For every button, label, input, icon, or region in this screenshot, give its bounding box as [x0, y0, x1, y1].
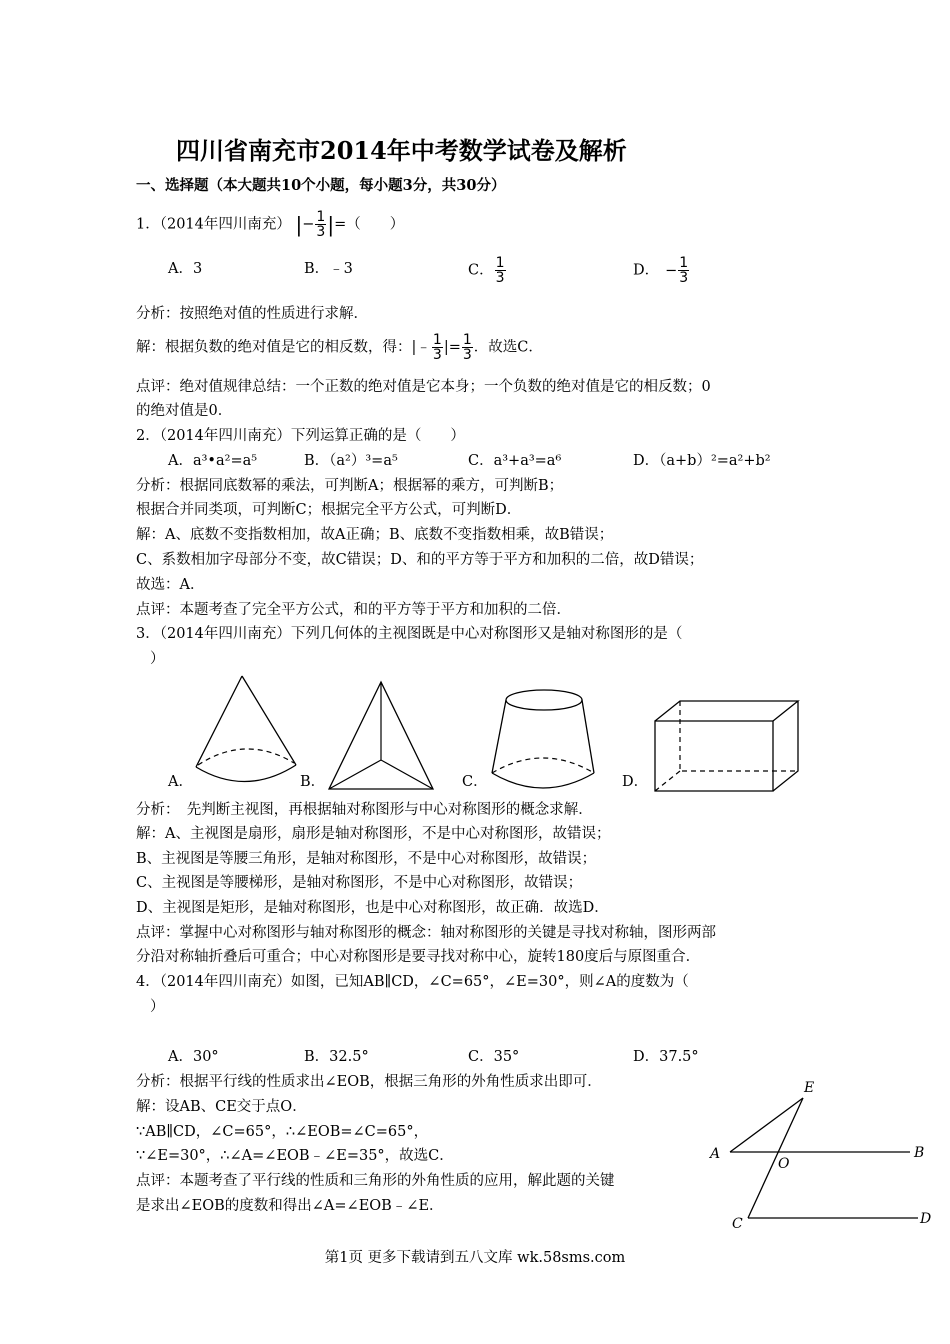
q2-solution-line-3: 故选：A．: [136, 577, 205, 593]
q3-solution-line-1: 解：A、主视图是扇形，扇形是轴对称图形，不是中心对称图形，故错误；: [136, 826, 611, 842]
q3-stem-line-2: ）: [150, 651, 165, 667]
q3-option-b: B．: [300, 774, 326, 790]
q1-option-b: B．﹣3: [304, 261, 353, 277]
q3-comment-line-2: 分沿对称轴折叠后可重合；中心对称图形是要寻找对称中心，旋转180度后与原图重合．: [136, 949, 701, 965]
cuboid-figure: [650, 696, 805, 796]
q4-analysis: 分析：根据平行线的性质求出∠EOB，根据三角形的外角性质求出即可．: [136, 1074, 602, 1090]
q1-stem-prefix: 1．（2014年四川南充）: [136, 216, 291, 233]
q1-stem: [136, 210, 404, 239]
q3-stem-line-1: 3．（2014年四川南充）下列几何体的主视图既是中心对称图形又是轴对称图形的是（: [136, 626, 683, 642]
q1-solution-fraction-2: $\frac{1}{3}$: [462, 332, 472, 363]
q2-solution-line-1: 解：A、底数不变指数相加，故A正确；B、底数不变指数相乘，故B错误；: [136, 527, 614, 543]
q3-comment-line-1: 点评：掌握中心对称图形与轴对称图形的概念：轴对称图形的关键是寻找对称轴，图形两部: [136, 925, 716, 941]
q3-solution-line-4: D、主视图是矩形，是轴对称图形，也是中心对称图形，故正确．故选D．: [136, 900, 609, 916]
q4-option-b: B．32.5°: [304, 1049, 369, 1065]
q2-analysis-line-2: 根据合并同类项，可判断C；根据完全平方公式，可判断D．: [136, 502, 522, 518]
q4-stem-line-2: ）: [150, 999, 165, 1015]
q3-solution-line-3: C、主视图是等腰梯形，是轴对称图形，不是中心对称图形，故错误；: [136, 875, 583, 891]
abs-bar-right: |: [327, 212, 335, 237]
line-ce: [748, 1098, 803, 1218]
label-b: B: [914, 1145, 925, 1161]
label-d: D: [920, 1211, 932, 1227]
frustum-figure: [488, 688, 600, 794]
label-e: E: [804, 1080, 815, 1096]
q4-option-a: A．30°: [168, 1049, 219, 1065]
q3-analysis: 分析： 先判断主视图，再根据轴对称图形与中心对称图形的概念求解．: [136, 802, 593, 818]
q1-comment-line-1: 点评：绝对值规律总结：一个正数的绝对值是它本身；一个负数的绝对值是它的相反数；0: [136, 379, 711, 395]
minus-sign: −: [302, 216, 315, 233]
parallel-lines-figure: [700, 1076, 940, 1236]
q1-option-c: C． $\frac{1}{3}$: [468, 255, 505, 286]
q1-stem-fraction: $\frac{1}{3}$: [316, 209, 326, 240]
q1-option-a: A．3: [168, 261, 203, 277]
q1-solution-fraction-1: $\frac{1}{3}$: [432, 332, 442, 363]
label-c: C: [732, 1216, 743, 1232]
q2-option-b: B．（a²）³=a⁵: [304, 453, 398, 469]
q1-option-d-fraction: $\frac{1}{3}$: [679, 255, 689, 286]
q4-solution-line-2: ∵AB∥CD，∠C=65°，∴∠EOB=∠C=65°，: [136, 1124, 429, 1140]
q4-solution-line-3: ∵∠E=30°，∴∠A=∠EOB﹣∠E=35°，故选C．: [136, 1148, 454, 1164]
q2-option-d: D．（a+b）²=a²+b²: [633, 453, 771, 469]
abs-bar-left: |: [295, 212, 303, 237]
q2-stem: 2．（2014年四川南充）下列运算正确的是（ ）: [136, 428, 465, 444]
label-o: O: [778, 1156, 790, 1172]
q1-stem-suffix: =（ ）: [334, 216, 405, 233]
label-a: A: [710, 1146, 721, 1162]
q1-solution: 解：根据负数的绝对值是它的相反数，得：|﹣ $\frac{1}{3}$ |= $\frac{1}{3}$ ．故选C．: [136, 332, 543, 363]
q4-option-c: C．35°: [468, 1049, 520, 1065]
q1-analysis: 分析：按照绝对值的性质进行求解．: [136, 306, 368, 322]
q2-solution-line-2: C、系数相加字母部分不变，故C错误；D、和的平方等于平方和加积的二倍，故D错误；: [136, 552, 704, 568]
q2-option-c: C．a³+a³=a⁶: [468, 453, 562, 469]
q1-option-d: D． − $\frac{1}{3}$: [633, 255, 689, 286]
q2-option-a: A．a³•a²=a⁵: [168, 453, 258, 469]
cone-figure: [190, 672, 302, 792]
line-ae: [730, 1098, 803, 1152]
q2-comment: 点评：本题考查了完全平方公式，和的平方等于平方和加积的二倍．: [136, 602, 571, 618]
page-title: 四川省南充市2014年中考数学试卷及解析: [176, 136, 627, 165]
q4-comment-line-1: 点评：本题考查了平行线的性质和三角形的外角性质的应用，解此题的关键: [136, 1173, 615, 1189]
q3-option-c: C．: [462, 774, 488, 790]
q4-solution-line-1: 解：设AB、CE交于点O．: [136, 1099, 307, 1115]
q3-solution-line-2: B、主视图是等腰三角形，是轴对称图形，不是中心对称图形，故错误；: [136, 851, 597, 867]
q3-option-a: A．: [168, 774, 193, 790]
page-footer: 第1页 更多下载请到五八文库 wk.58sms.com: [324, 1250, 626, 1266]
q2-analysis-line-1: 分析：根据同底数幂的乘法，可判断A；根据幂的乘方，可判断B；: [136, 478, 564, 494]
q1-option-c-fraction: $\frac{1}{3}$: [495, 255, 505, 286]
section-heading: 一、选择题（本大题共10个小题，每小题3分，共30分）: [136, 177, 506, 194]
q4-stem-line-1: 4．（2014年四川南充）如图，已知AB∥CD，∠C=65°，∠E=30°，则∠A的度数为（: [136, 974, 689, 990]
q3-option-d: D．: [622, 774, 649, 790]
pyramid-figure: [325, 678, 437, 793]
q4-option-d: D．37.5°: [633, 1049, 699, 1065]
q1-comment-line-2: 的绝对值是0．: [136, 403, 233, 419]
q4-comment-line-2: 是求出∠EOB的度数和得出∠A=∠EOB﹣∠E．: [136, 1198, 444, 1214]
